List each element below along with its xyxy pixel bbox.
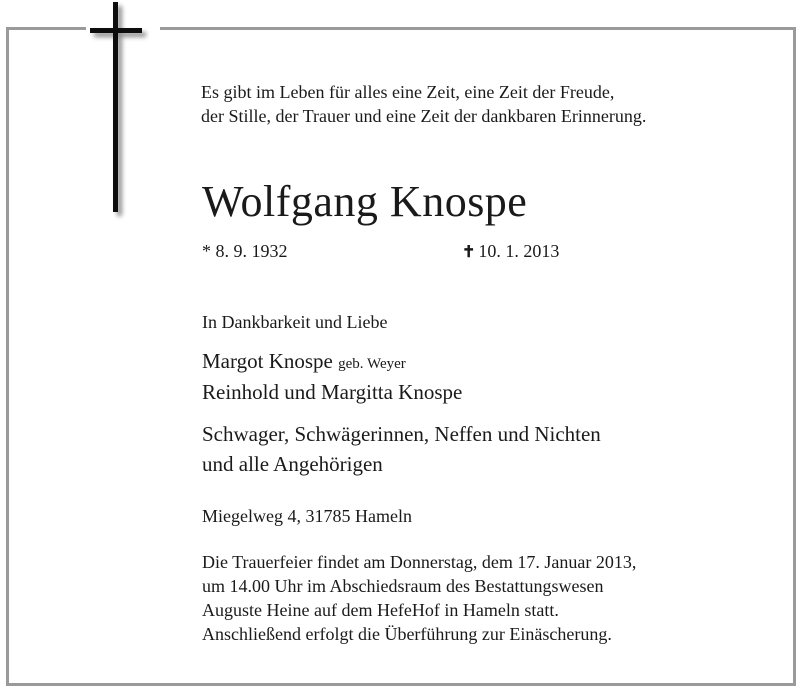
spouse-maiden-name: geb. Weyer — [338, 356, 406, 372]
motto-line-1: Es gibt im Leben für alles eine Zeit, eine Zeit der Freude, — [201, 82, 615, 102]
service-line-1: Die Trauerfeier findet am Donnerstag, dem 17. Januar 2013, — [202, 552, 637, 572]
death-date-group — [462, 240, 559, 264]
service-line-4: Anschließend erfolgt die Überführung zur Einäscherung. — [202, 624, 612, 644]
family-address: Miegelweg 4, 31785 Hameln — [202, 506, 412, 526]
mourner-relatives — [202, 419, 601, 479]
frame-border-left — [6, 27, 9, 685]
mourners-intro: In Dankbarkeit und Liebe — [202, 312, 388, 332]
funeral-service-info — [202, 550, 636, 646]
deceased-name: Wolfgang Knospe — [202, 177, 528, 226]
spouse-name: Margot Knospe — [202, 349, 333, 373]
frame-border-bottom — [6, 683, 796, 686]
relatives-line-1: Schwager, Schwägerinnen, Neffen und Nichten — [202, 422, 601, 446]
birth-date: * 8. 9. 1932 — [202, 241, 288, 261]
frame-border-top-left — [6, 27, 86, 30]
frame-border-top — [160, 27, 794, 30]
motto-text — [201, 80, 646, 128]
death-cross-icon: ✝ — [462, 244, 476, 261]
relatives-line-2: und alle Angehörigen — [202, 452, 383, 476]
motto-line-2: der Stille, der Trauer und eine Zeit der dankbaren Erinnerung. — [201, 106, 647, 126]
mourner-children: Reinhold und Margitta Knospe — [202, 380, 463, 404]
frame-border-right — [793, 27, 796, 685]
mourner-spouse — [202, 347, 406, 378]
death-date: 10. 1. 2013 — [478, 241, 560, 261]
service-line-2: um 14.00 Uhr im Abschiedsraum des Bestattungswesen — [202, 576, 604, 596]
cross-icon — [86, 2, 156, 222]
service-line-3: Auguste Heine auf dem HefeHof in Hameln statt. — [202, 600, 559, 620]
